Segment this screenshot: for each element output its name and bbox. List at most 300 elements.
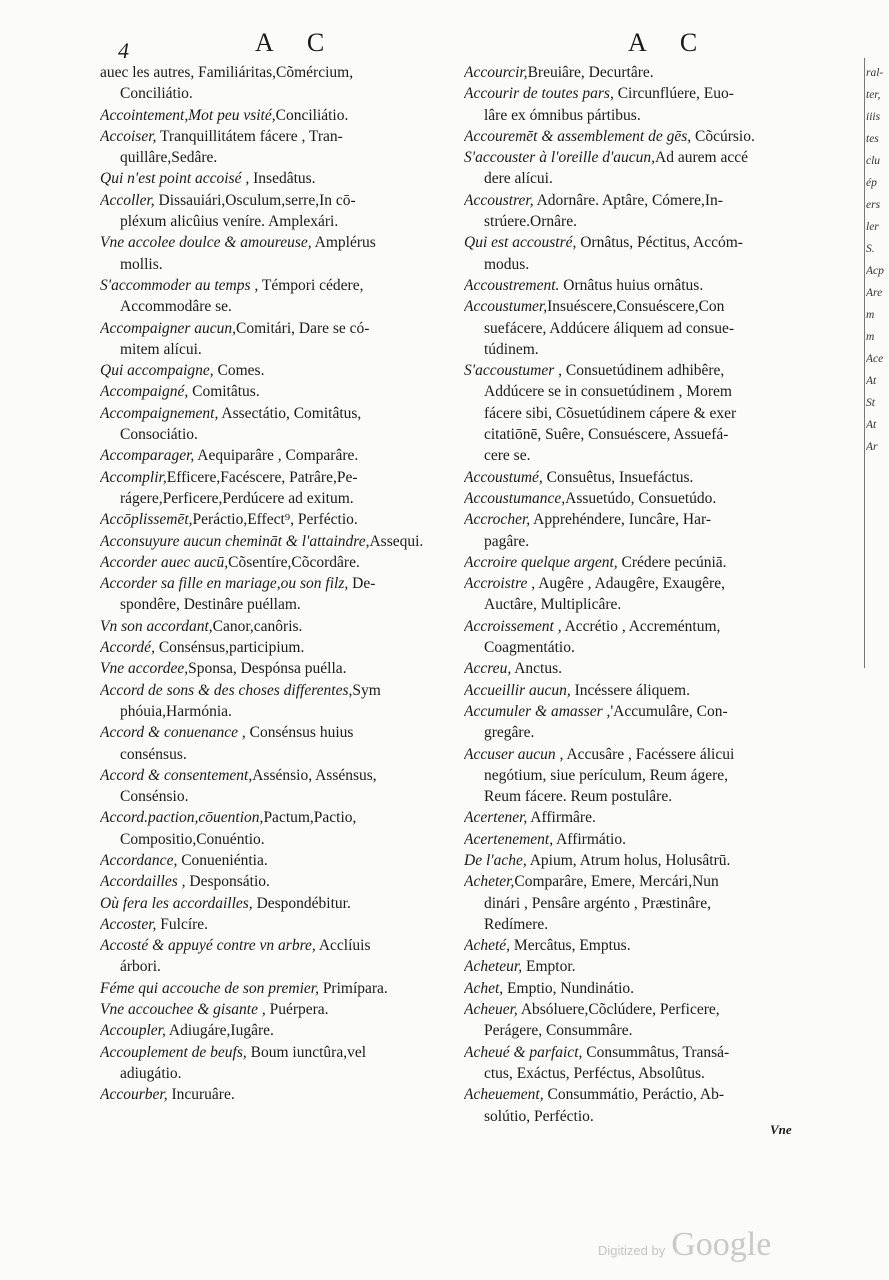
left-column [100, 62, 438, 1106]
entry-line [464, 637, 804, 658]
entry-line [100, 1063, 438, 1084]
entry-line [464, 275, 804, 296]
headword: Accroissement , [464, 617, 562, 635]
latin-gloss: Breuiâre, Decurtâre. [527, 64, 654, 81]
entry-line [464, 254, 804, 275]
edge-fragment: m [866, 331, 875, 343]
latin-gloss: Tranquillitátem fácere , Tran- [156, 127, 343, 145]
latin-gloss: mollis. [120, 255, 163, 273]
latin-gloss: Desponsátio. [185, 873, 270, 891]
headword: Accosté & appuyé contre vn arbre, [100, 937, 316, 955]
latin-gloss: Redímere. [484, 915, 549, 933]
headword: Accoustrer, [464, 191, 534, 209]
latin-gloss: De- [348, 575, 376, 593]
entry-line [464, 403, 804, 424]
latin-gloss: ctus, Exáctus, Perféctus, Absolûtus. [484, 1064, 705, 1082]
latin-gloss: 'Accumulâre, Con- [610, 702, 728, 720]
entry-line [100, 509, 438, 530]
dictionary-entry [100, 318, 438, 361]
dictionary-entry [464, 807, 804, 828]
facing-page-fragments [866, 62, 889, 458]
page-number: 4 [118, 38, 129, 63]
entry-line [464, 445, 804, 466]
entry-line [464, 168, 804, 189]
latin-gloss: Crédere pecúniā. [617, 553, 727, 571]
dictionary-entry [100, 978, 438, 999]
dictionary-entry [100, 552, 438, 573]
latin-gloss: Apprehéndere, Iuncâre, Har- [530, 511, 711, 529]
dictionary-entry [464, 1084, 804, 1127]
entry-line [464, 360, 804, 381]
entry-line [100, 573, 438, 594]
dictionary-entry [464, 956, 804, 977]
entry-line [464, 147, 804, 168]
latin-gloss: Assuetúdo, Consuetúdo. [565, 489, 717, 507]
headword: Accueillir aucun, [464, 681, 571, 699]
latin-gloss: Circunflúere, Euo- [613, 85, 734, 103]
latin-gloss: adiugátio. [120, 1064, 182, 1082]
latin-gloss: fácere sibi, Cõsuetúdinem cápere & exer [484, 404, 737, 422]
entry-line [100, 765, 438, 786]
right-column [464, 62, 804, 1127]
latin-gloss: consénsus. [120, 745, 187, 763]
entry-line [100, 531, 438, 552]
dictionary-entry [100, 467, 438, 510]
latin-gloss: citatiōnē, Suêre, Consuéscere, Assuefá- [484, 426, 729, 444]
entry-line [464, 381, 804, 402]
dictionary-entry [464, 829, 804, 850]
entry-line [464, 680, 804, 701]
entry-line [100, 744, 438, 765]
latin-gloss: Comitâtus. [188, 383, 260, 401]
latin-gloss: Incuruâre. [167, 1086, 235, 1104]
entry-line [464, 467, 804, 488]
headword: Qui n'est point accoisé , [100, 170, 250, 188]
entry-line [100, 381, 438, 402]
headword: Accoustumance, [464, 489, 566, 507]
latin-gloss: Conciliátio. [275, 106, 349, 124]
latin-gloss: Peráctio,Effect⁹, Perféctio. [192, 511, 358, 529]
latin-gloss: Ornâtus huius ornâtus. [559, 276, 704, 294]
latin-gloss: Amplérus [311, 234, 376, 252]
dictionary-entry [100, 190, 438, 233]
dictionary-entry [100, 232, 438, 275]
headword: Accomparager, [100, 447, 195, 465]
headword: Accōplissemēt, [100, 511, 193, 529]
dictionary-entry [464, 850, 804, 871]
entry-line [100, 147, 438, 168]
latin-gloss: Augêre , Adaugêre, Exaugêre, [535, 575, 725, 593]
entry-line [100, 637, 438, 658]
headword: Accumuler & amasser , [464, 702, 611, 720]
edge-fragment: At [866, 375, 877, 387]
headword: Accreu, [464, 660, 512, 678]
entry-line [100, 935, 438, 956]
latin-gloss: Affirmâre. [527, 809, 596, 827]
entry-line [464, 978, 804, 999]
dictionary-entry [100, 680, 438, 723]
dictionary-entry [464, 701, 804, 744]
entry-line [100, 360, 438, 381]
latin-gloss: Reum fácere. Reum postulâre. [484, 788, 673, 806]
google-logo: Google [671, 1226, 772, 1263]
entry-line [464, 658, 804, 679]
headword: Féme qui accouche de son premier, [100, 979, 319, 997]
latin-gloss: dinári , Pensâre argénto , Præstinâre, [484, 894, 711, 912]
dictionary-entry [100, 893, 438, 914]
headword: Acheuer, [464, 1001, 518, 1019]
headword: Accroistre , [464, 575, 536, 593]
entry-line [464, 999, 804, 1020]
dictionary-entry [100, 126, 438, 169]
latin-gloss: Affirmátio. [553, 830, 626, 848]
running-header-left: A C [255, 28, 339, 57]
dictionary-entry [100, 445, 438, 466]
edge-fragment: iiis [866, 111, 881, 123]
entry-line [464, 744, 804, 765]
latin-gloss: Comparâre, Emere, Mercári,Nun [514, 873, 719, 891]
dictionary-entry [100, 1042, 438, 1085]
dictionary-entry [100, 637, 438, 658]
latin-gloss: Cõsentíre,Cõcordâre. [228, 553, 360, 571]
headword: Accourcir, [464, 64, 528, 81]
entry-line [100, 254, 438, 275]
entry-line [100, 168, 438, 189]
entry-line [100, 680, 438, 701]
headword: Acheué & parfaict, [464, 1043, 583, 1061]
edge-fragment: m [866, 309, 875, 321]
entry-line [100, 616, 438, 637]
edge-fragment: S. [866, 243, 875, 255]
entry-line [100, 105, 438, 126]
headword: Acertenement, [464, 830, 554, 848]
dictionary-entry [100, 509, 438, 530]
headword: Accordailles , [100, 873, 186, 891]
entry-line [100, 594, 438, 615]
dictionary-entry [100, 1020, 438, 1041]
entry-line [100, 424, 438, 445]
entry-line [100, 62, 438, 83]
latin-gloss: Adornâre. Aptâre, Cómere,In- [533, 191, 723, 209]
latin-gloss: Accusâre , Facéssere álicui [563, 745, 735, 763]
headword: Qui accompaigne, [100, 362, 214, 380]
entry-line [464, 807, 804, 828]
edge-fragment: Are [866, 287, 883, 299]
entry-line [100, 232, 438, 253]
dictionary-entry [100, 616, 438, 637]
dictionary-entry [100, 722, 438, 765]
entry-line [464, 935, 804, 956]
headword: Accordé, [100, 639, 155, 657]
entry-line [464, 62, 804, 83]
latin-gloss: lâre ex ómnibus pártibus. [484, 106, 641, 124]
entry-line [100, 488, 438, 509]
dictionary-entry [100, 360, 438, 381]
dictionary-entry [100, 105, 438, 126]
dictionary-entry [100, 765, 438, 808]
latin-gloss: Puérpera. [265, 1001, 329, 1019]
facing-page-edge [864, 58, 865, 668]
entry-line [464, 1042, 804, 1063]
dictionary-entry [464, 978, 804, 999]
entry-line [100, 956, 438, 977]
latin-gloss: Boum iunctûra,vel [246, 1043, 367, 1061]
latin-gloss: Consénsus,participium. [154, 639, 305, 657]
latin-gloss: Sponsa, Despónsa puélla. [188, 660, 347, 678]
latin-gloss: Acclíuis [315, 937, 371, 955]
edge-fragment: clu [866, 155, 881, 167]
headword: Accomplir, [100, 468, 167, 486]
latin-gloss: spondêre, Destinâre puéllam. [120, 596, 301, 614]
dictionary-entry [100, 999, 438, 1020]
headword: Qui est accoustré, [464, 234, 577, 252]
headword: Acheuement, [464, 1086, 544, 1104]
latin-gloss: Consuetúdinem adhibêre, [562, 362, 725, 380]
entry-line [100, 786, 438, 807]
headword: Accorder sa fille en mariage,ou son filz, [100, 575, 349, 593]
entry-line [464, 893, 804, 914]
entry-line [464, 722, 804, 743]
dictionary-entry [100, 850, 438, 871]
digitized-by-watermark [598, 1226, 771, 1264]
entry-line [464, 1084, 804, 1105]
entry-line [464, 232, 804, 253]
latin-gloss: Emptor. [522, 958, 576, 976]
latin-gloss: Consummátio, Peráctio, Ab- [543, 1086, 725, 1104]
entry-line [100, 83, 438, 104]
entry-line [100, 211, 438, 232]
headword: Vne accordee, [100, 660, 189, 678]
entry-line [464, 765, 804, 786]
headword: Où fera les accordailles, [100, 894, 253, 912]
latin-gloss: gregâre. [484, 724, 535, 742]
entry-line [464, 573, 804, 594]
headword: S'accommoder au temps , [100, 276, 259, 294]
latin-gloss: Assénsio, Assénsus, [252, 766, 377, 784]
latin-gloss: Consociátio. [120, 426, 198, 444]
entry-line [464, 956, 804, 977]
latin-gloss: Conueniéntia. [177, 851, 268, 869]
headword: S'accouster à l'oreille d'aucun, [464, 149, 656, 167]
headword: Accoller, [100, 191, 155, 209]
headword: Acheter, [464, 873, 515, 891]
dictionary-entry [100, 914, 438, 935]
latin-gloss: Consuêtus, Insuefáctus. [542, 468, 694, 486]
latin-gloss: auec les autres, Familiáritas,Cõmércium, [100, 64, 354, 81]
headword: Accordance, [100, 851, 178, 869]
dictionary-entry [100, 573, 438, 616]
latin-gloss: túdinem. [484, 340, 539, 358]
headword: Accord.paction,cōuention, [100, 809, 264, 827]
latin-gloss: Fulcíre. [156, 915, 209, 933]
running-header-right: A C [628, 28, 712, 57]
edge-fragment: ler [866, 221, 879, 233]
latin-gloss: modus. [484, 255, 530, 273]
latin-gloss: Ad aurem accé [655, 149, 748, 167]
dictionary-entry [100, 935, 438, 978]
headword: Acheteur, [464, 958, 523, 976]
latin-gloss: Efficere,Facéscere, Patrâre,Pe- [166, 468, 358, 486]
dictionary-entry [100, 168, 438, 189]
latin-gloss: Pactum,Pactio, [263, 809, 357, 827]
latin-gloss: mitem alícui. [120, 340, 202, 358]
entry-line [100, 1084, 438, 1105]
latin-gloss: Sym [352, 681, 381, 699]
entry-line [464, 1106, 804, 1127]
entry-line [100, 339, 438, 360]
headword: Accroire quelque argent, [464, 553, 618, 571]
headword: Accointement,Mot peu vsité, [100, 106, 276, 124]
latin-gloss: dere alícui. [484, 170, 553, 188]
latin-gloss: Apium, Atrum holus, Holusâtrū. [526, 851, 731, 869]
latin-gloss: phóuia,Harmónia. [120, 702, 232, 720]
latin-gloss: solútio, Perféctio. [484, 1107, 594, 1125]
dictionary-entry [464, 488, 804, 509]
latin-gloss: Accommodâre se. [120, 298, 232, 316]
dictionary-entry [464, 190, 804, 233]
entry-line [100, 275, 438, 296]
entry-line [100, 1020, 438, 1041]
dictionary-entry [464, 573, 804, 616]
dictionary-entry [100, 531, 438, 552]
entry-line [100, 893, 438, 914]
latin-gloss: Consénsio. [120, 788, 189, 806]
edge-fragment: St [866, 397, 875, 409]
entry-line [100, 403, 438, 424]
headword: Accrocher, [464, 511, 531, 529]
dictionary-entry [464, 62, 804, 83]
entry-line [100, 126, 438, 147]
dictionary-entry [464, 232, 804, 275]
dictionary-entry [464, 1042, 804, 1085]
entry-line [464, 105, 804, 126]
entry-line [100, 552, 438, 573]
headword: Accouremēt & assemblement de gēs, [464, 127, 692, 145]
headword: Accoiser, [100, 127, 157, 145]
entry-line [464, 83, 804, 104]
entry-line [100, 722, 438, 743]
digitized-by-text: Digitized by [598, 1243, 666, 1258]
headword: Achet, [464, 979, 504, 997]
edge-fragment: At [866, 419, 877, 431]
dictionary-entry [464, 83, 804, 126]
edge-fragment: ter, [866, 89, 881, 101]
headword: Acconsuyure aucun chemināt & l'attaindre, [100, 532, 370, 550]
entry-line [464, 211, 804, 232]
headword: De l'ache, [464, 851, 527, 869]
catchword: Vne [770, 1122, 792, 1137]
entry-line [464, 339, 804, 360]
entry-line [464, 616, 804, 637]
entry-line [100, 467, 438, 488]
latin-gloss: rágere,Perficere,Perdúcere ad exitum. [120, 489, 354, 507]
entry-line [464, 296, 804, 317]
entry-line [464, 914, 804, 935]
latin-gloss: Comitári, Dare se có- [236, 319, 370, 337]
headword: Accorder auec aucū, [100, 553, 229, 571]
latin-gloss: Mercâtus, Emptus. [510, 937, 631, 955]
headword: S'accoustumer , [464, 362, 563, 380]
entry-line [464, 424, 804, 445]
headword: Accoustumer, [464, 298, 548, 316]
entry-line [100, 999, 438, 1020]
dictionary-entry [464, 658, 804, 679]
edge-fragment: ers [866, 199, 881, 211]
entry-line [100, 296, 438, 317]
headword: Accuser aucun , [464, 745, 564, 763]
entry-line [100, 1042, 438, 1063]
entry-line [464, 786, 804, 807]
dictionary-entry [100, 62, 438, 105]
latin-gloss: Insedâtus. [249, 170, 316, 188]
latin-gloss: Insuéscere,Consuéscere,Con [547, 298, 725, 316]
latin-gloss: Dissauiári,Osculum,serre,In cō- [154, 191, 356, 209]
latin-gloss: árbori. [120, 958, 161, 976]
latin-gloss: Consummâtus, Transá- [582, 1043, 730, 1061]
entry-line [464, 1063, 804, 1084]
latin-gloss: Adiugáre,Iugâre. [165, 1022, 274, 1040]
headword: Acertener, [464, 809, 528, 827]
entry-line [100, 914, 438, 935]
latin-gloss: Canor,canôris. [212, 617, 303, 635]
latin-gloss: Primípara. [318, 979, 388, 997]
entry-line [100, 445, 438, 466]
entry-line [464, 1020, 804, 1041]
latin-gloss: Consénsus huius [245, 724, 354, 742]
headword: Accourber, [100, 1086, 168, 1104]
entry-line [100, 850, 438, 871]
latin-gloss: Auctâre, Multiplicâre. [484, 596, 622, 614]
entry-line [464, 488, 804, 509]
latin-gloss: Cõcúrsio. [691, 127, 755, 145]
entry-line [100, 807, 438, 828]
dictionary-entry [464, 935, 804, 956]
entry-line [464, 829, 804, 850]
latin-gloss: Emptio, Nundinátio. [503, 979, 635, 997]
latin-gloss: Addúcere se in consuetúdinem , Morem [484, 383, 732, 401]
entry-line [100, 829, 438, 850]
latin-gloss: Assequi. [369, 532, 424, 550]
dictionary-entry [464, 296, 804, 360]
latin-gloss: cere se. [484, 447, 531, 465]
dictionary-entry [464, 616, 804, 659]
dictionary-entry [464, 552, 804, 573]
entry-line [100, 978, 438, 999]
latin-gloss: Assectátio, Comitâtus, [218, 404, 362, 422]
entry-line [464, 509, 804, 530]
edge-fragment: tes [866, 133, 879, 145]
headword: Accoustumé, [464, 468, 543, 486]
edge-fragment: Ar [866, 441, 878, 453]
headword: Vn son accordant, [100, 617, 213, 635]
headword: Accompaignement, [100, 404, 219, 422]
latin-gloss: Anctus. [511, 660, 563, 678]
latin-gloss: Absóluere,Cõclúdere, Perficere, [517, 1001, 720, 1019]
headword: Vne accouchee & gisante , [100, 1001, 266, 1019]
latin-gloss: Perágere, Consummâre. [484, 1022, 633, 1040]
dictionary-entry [464, 147, 804, 190]
entry-line [100, 871, 438, 892]
dictionary-entry [464, 467, 804, 488]
edge-fragment: Acp [866, 265, 884, 277]
latin-gloss: negótium, siue perículum, Reum ágere, [484, 766, 729, 784]
dictionary-entry [464, 871, 804, 935]
latin-gloss: Ornâtus, Péctitus, Accóm- [576, 234, 743, 252]
entry-line [100, 658, 438, 679]
entry-line [464, 552, 804, 573]
dictionary-entry [464, 680, 804, 701]
latin-gloss: Comes. [213, 362, 265, 380]
